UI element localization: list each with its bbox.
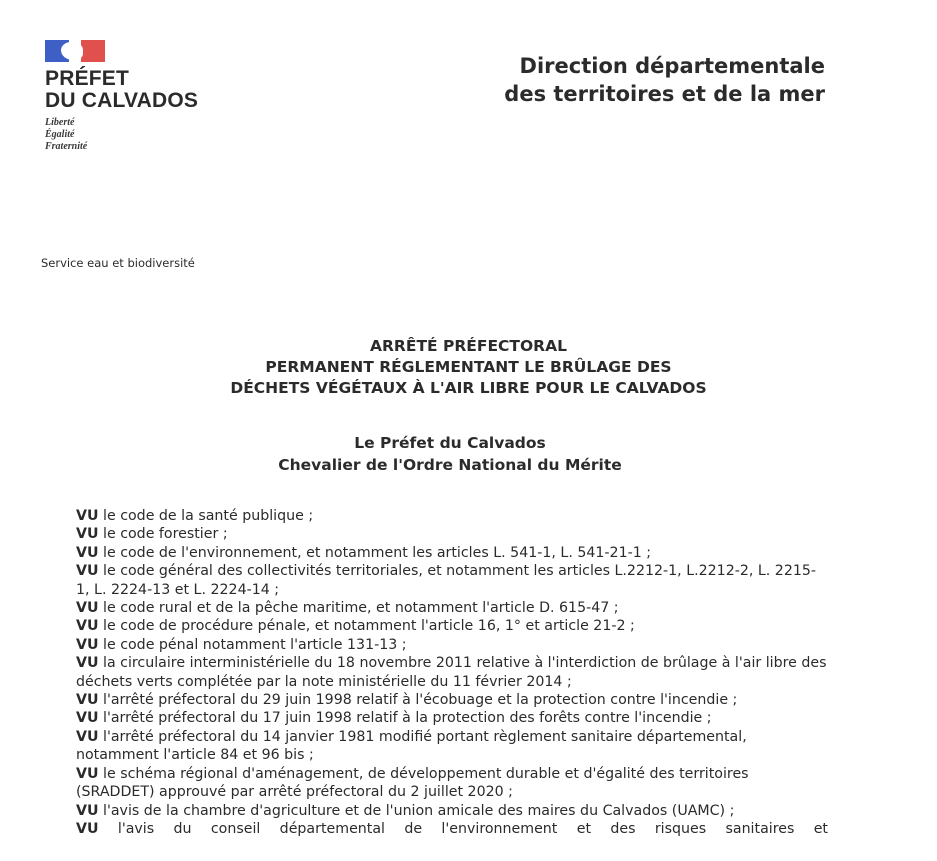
vu-item [76, 691, 828, 709]
vu-item [76, 728, 828, 765]
arrete-title [0, 336, 937, 399]
vu-list [76, 507, 828, 838]
direction-line1: Direction départementale [519, 54, 825, 78]
prefecture-logo [45, 40, 198, 153]
vu-item [76, 636, 828, 654]
vu-text: le code forestier ; [98, 526, 228, 543]
vu-prefix: VU [76, 508, 99, 524]
vu-prefix: VU [76, 692, 99, 709]
motto-liberte: Liberté [45, 117, 75, 128]
arrete-title-line: PERMANENT RÉGLEMENTANT LE BRÛLAGE DES [265, 358, 672, 376]
vu-item [76, 654, 828, 691]
marianne-flag-icon [45, 40, 105, 62]
prefet-subtitle [0, 432, 900, 476]
vu-text: le code de procédure pénale, et notamment l'article 16, 1° et article 21-2 ; [98, 618, 635, 635]
prefet-title-line2: DU CALVADOS [45, 89, 199, 112]
arrete-title-line: DÉCHETS VÉGÉTAUX À L'AIR LIBRE POUR LE CALVADOS [230, 379, 707, 397]
vu-text: le code rural et de la pêche maritime, et notamment l'article D. 615-47 ; [98, 600, 619, 617]
vu-item [76, 820, 828, 838]
vu-prefix: VU [76, 636, 99, 653]
vu-text: le code de l'environnement, et notamment les articles L. 541-1, L. 541-21-1 ; [98, 544, 652, 561]
vu-prefix: VU [76, 765, 99, 782]
vu-prefix: VU [76, 820, 99, 837]
vu-text: l'arrêté préfectoral du 17 juin 1998 relatif à la protection des forêts contre l'incendie ; [98, 710, 712, 727]
vu-text: l'arrêté préfectoral du 14 janvier 1981 modifié portant règlement sanitaire départemental, notamment l'article 84 et 96 bis ; [76, 728, 747, 764]
vu-item [76, 525, 828, 543]
arrete-title-line: ARRÊTÉ PRÉFECTORAL [369, 337, 567, 355]
vu-item [76, 617, 828, 635]
republic-motto [45, 117, 198, 153]
vu-prefix: VU [76, 655, 99, 672]
prefet-subtitle-line: Chevalier de l'Ordre National du Mérite [278, 456, 622, 474]
vu-item [76, 562, 828, 599]
vu-prefix: VU [76, 728, 99, 745]
vu-prefix: VU [76, 544, 99, 561]
prefet-title-line1: PRÉFET [45, 67, 130, 90]
vu-text: l'arrêté préfectoral du 29 juin 1998 relatif à l'écobuage et la protection contre l'incendie ; [98, 692, 738, 709]
motto-egalite: Égalité [45, 129, 75, 140]
direction-line2: des territoires et de la mer [504, 82, 825, 106]
vu-prefix: VU [76, 526, 99, 543]
vu-item [76, 765, 828, 802]
vu-item [76, 802, 828, 820]
vu-prefix: VU [76, 802, 99, 819]
vu-item [76, 599, 828, 617]
vu-item [76, 544, 828, 562]
prefet-title [45, 68, 198, 112]
vu-text: le code général des collectivités territoriales, et notamment les articles L.2212-1, L.2212-2, L. 2215-1, L. 2224-13 et L. 2224-14 ; [76, 563, 817, 598]
service-name: Service eau et biodiversité [41, 256, 195, 270]
vu-text: le code de la santé publique ; [98, 508, 314, 524]
vu-prefix: VU [76, 563, 99, 580]
vu-text: le schéma régional d'aménagement, de développement durable et d'égalité des territoires (SRADDET) approuvé par arrêté préfectoral du 2 juillet 2020 ; [76, 765, 749, 801]
prefet-subtitle-line: Le Préfet du Calvados [354, 434, 546, 452]
vu-prefix: VU [76, 710, 99, 727]
vu-text: l'avis de la chambre d'agriculture et de l'union amicale des maires du Calvados (UAMC) ; [98, 802, 735, 819]
motto-fraternite: Fraternité [45, 141, 88, 152]
vu-text: l'avis du conseil départemental de l'environnement et des risques sanitaires et [98, 820, 828, 837]
vu-prefix: VU [76, 600, 99, 617]
vu-text: la circulaire interministérielle du 18 novembre 2011 relative à l'interdiction de brûlage à l'air libre des déchets verts complétée par la note ministérielle du 11 février 2014 ; [76, 655, 827, 690]
vu-item [76, 507, 828, 525]
vu-prefix: VU [76, 618, 99, 635]
direction-heading [504, 52, 825, 108]
vu-item [76, 709, 828, 727]
vu-text: le code pénal notamment l'article 131-13 ; [98, 636, 407, 653]
